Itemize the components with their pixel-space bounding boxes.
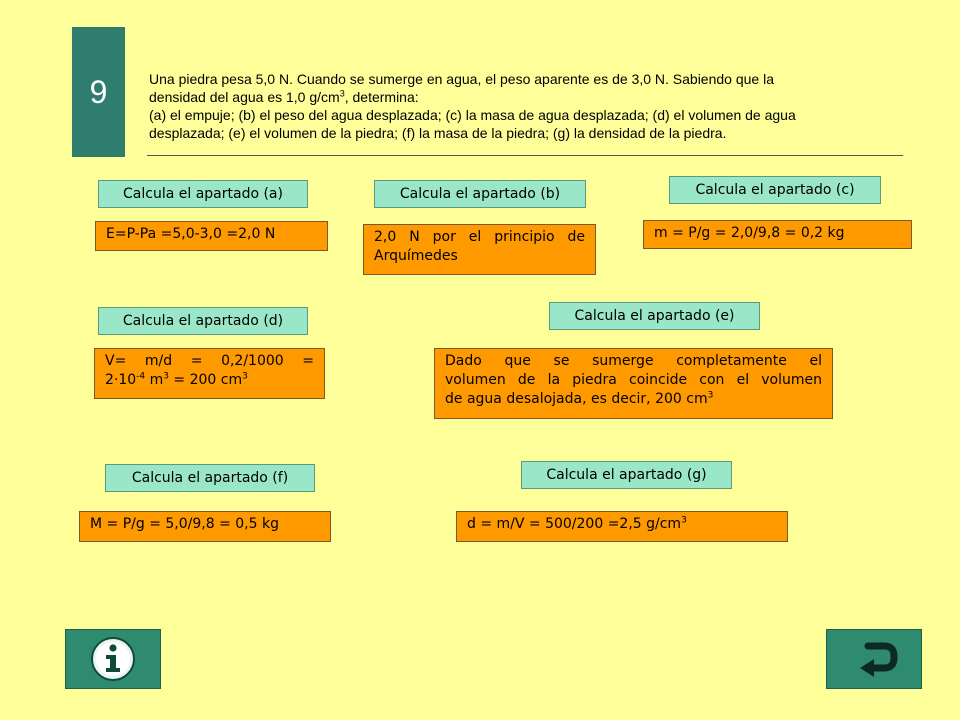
calc-g-button[interactable]: Calcula el apartado (g): [521, 461, 732, 489]
answer-d-unit-exp: 3: [163, 371, 169, 382]
answer-e-line-3-text: de agua desalojada, es decir, 200 cm: [445, 391, 708, 407]
calc-a-button[interactable]: Calcula el apartado (a): [98, 180, 308, 208]
answer-e: [434, 348, 833, 419]
answer-e-line-3: [445, 390, 822, 409]
calc-f-button[interactable]: Calcula el apartado (f): [105, 464, 315, 492]
return-arrow-icon: [846, 637, 902, 681]
calc-b-button[interactable]: Calcula el apartado (b): [374, 180, 586, 208]
problem-line-1: Una piedra pesa 5,0 N. Cuando se sumerge en agua, el peso aparente es de 3,0 N. Sabiendo que la: [149, 71, 774, 87]
answer-a: [95, 221, 328, 251]
answer-g-text: [467, 516, 687, 532]
answer-g: [456, 511, 788, 542]
return-button[interactable]: [826, 629, 922, 689]
info-button[interactable]: [65, 629, 161, 689]
answer-d-result-exp: 3: [242, 371, 248, 382]
problem-line-2-text: densidad del agua es 1,0 g/cm: [149, 89, 340, 105]
problem-number: 9: [72, 27, 125, 157]
answer-b: [363, 224, 596, 275]
divider: [147, 155, 903, 156]
answer-g-sup: 3: [681, 515, 687, 526]
answer-f-text: M = P/g = 5,0/9,8 = 0,5 kg: [90, 516, 279, 532]
answer-f: [79, 511, 331, 542]
answer-d-line-1: V= m/d = 0,2/1000 =: [105, 353, 314, 369]
answer-g-main: d = m/V = 500/200 =2,5 g/cm: [467, 516, 682, 532]
answer-d-line-2: [105, 371, 314, 390]
answer-e-line-2: volumen de la piedra coincide con el volumen: [445, 372, 822, 388]
problem-line-4: desplazada; (e) el volumen de la piedra; (f) la masa de la piedra; (g) la densidad de la piedra.: [149, 125, 727, 141]
problem-statement: [149, 70, 909, 142]
answer-d: [94, 348, 325, 399]
calc-c-button[interactable]: Calcula el apartado (c): [669, 176, 881, 204]
answer-c-text: m = P/g = 2,0/9,8 = 0,2 kg: [654, 225, 845, 241]
problem-line-2-sup: 3: [339, 88, 345, 99]
problem-line-2-tail: , determina:: [344, 89, 419, 105]
answer-b-line-2: Arquímedes: [374, 248, 458, 264]
info-icon: [89, 635, 137, 683]
answer-e-line-3-sup: 3: [707, 390, 714, 401]
answer-d-exp: -4: [136, 371, 146, 382]
calc-e-button[interactable]: Calcula el apartado (e): [549, 302, 760, 330]
answer-d-coef: 2·10: [105, 372, 137, 388]
answer-b-line-1: 2,0 N por el principio de: [374, 229, 585, 245]
problem-line-2: [149, 88, 909, 106]
answer-d-result: = 200 cm: [168, 372, 243, 388]
problem-line-3: (a) el empuje; (b) el peso del agua desplazada; (c) la masa de agua desplazada; (d) el volumen de agua: [149, 107, 796, 123]
answer-a-text: E=P-Pa =5,0-3,0 =2,0 N: [106, 226, 276, 242]
answer-d-unit: m: [145, 372, 164, 388]
calc-d-button[interactable]: Calcula el apartado (d): [98, 307, 308, 335]
answer-e-line-1: Dado que se sumerge completamente el: [445, 353, 822, 369]
answer-c: [643, 220, 912, 249]
